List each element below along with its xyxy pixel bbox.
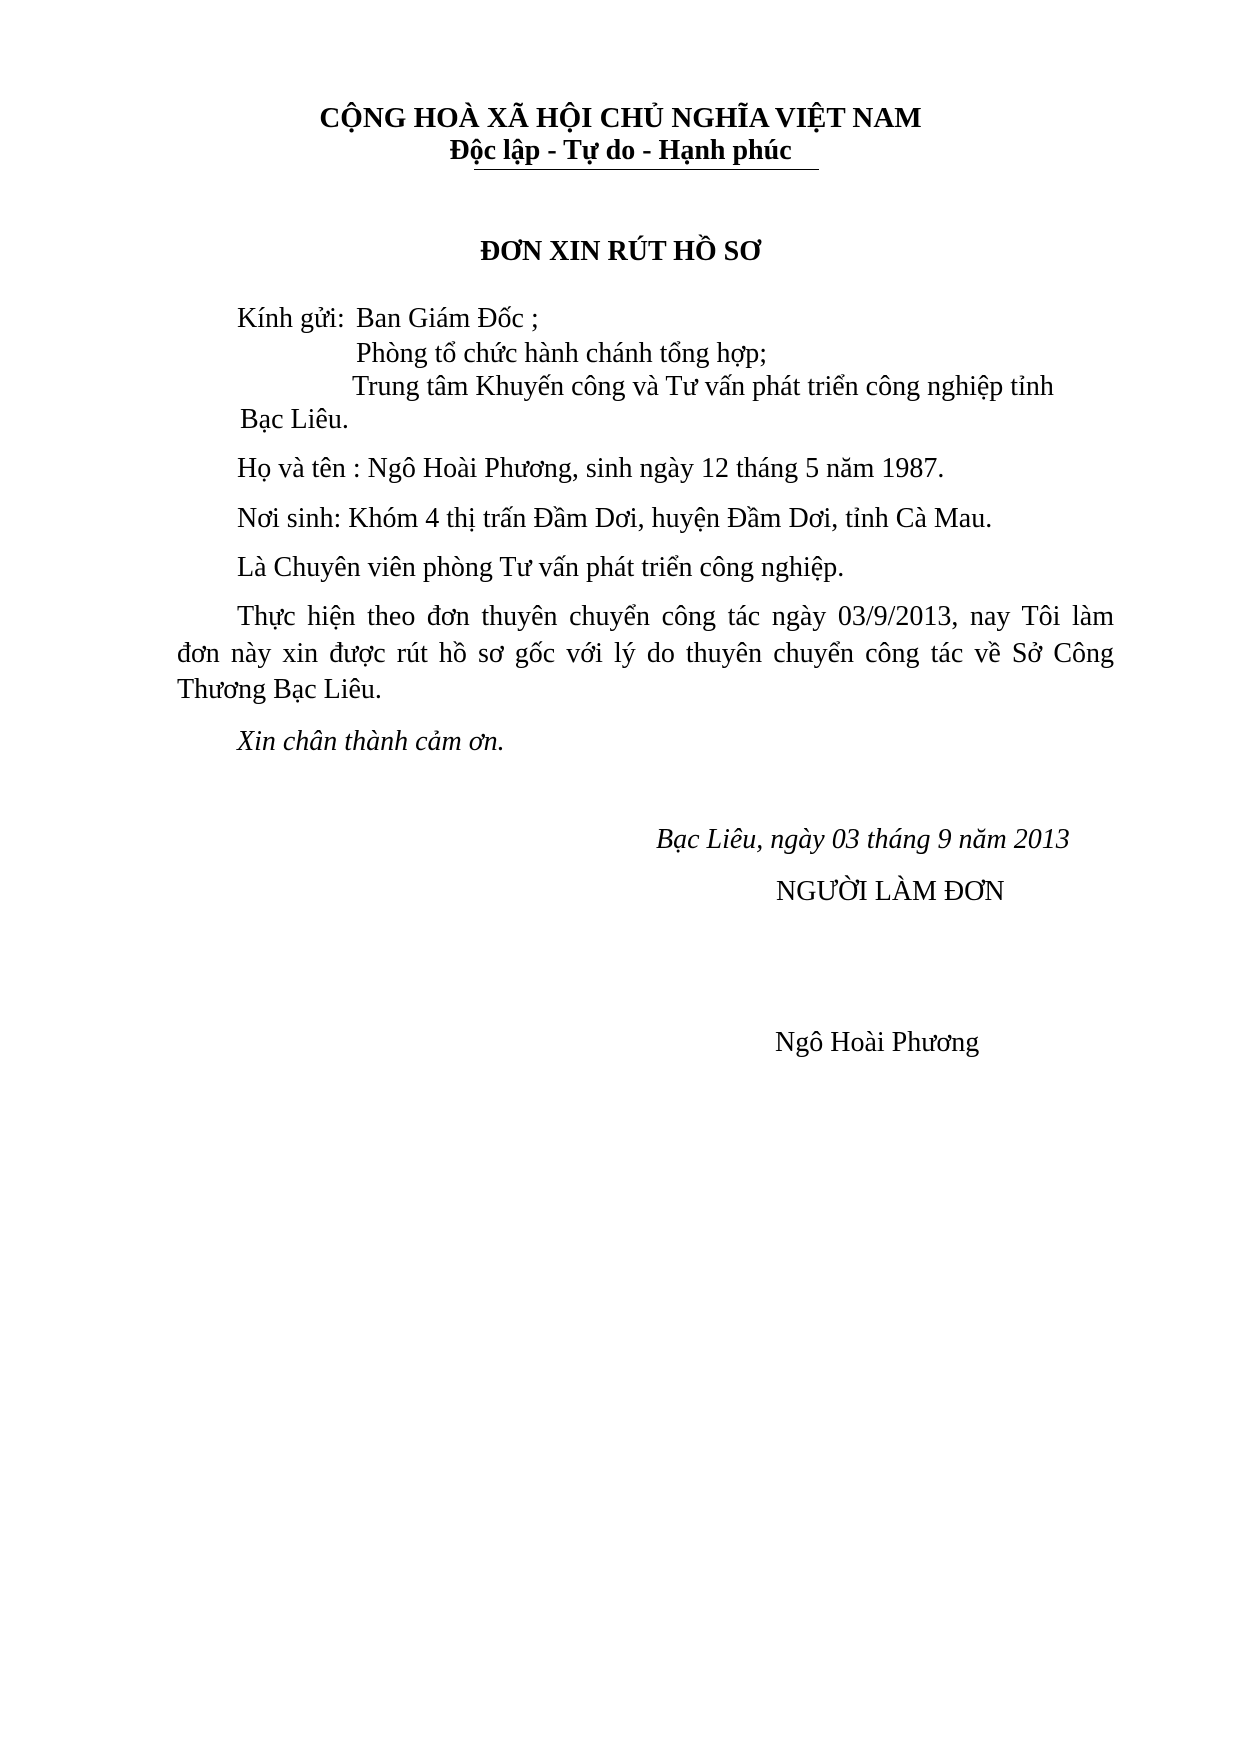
signer-name: Ngô Hoài Phương [775, 1027, 980, 1058]
name-line: Họ và tên : Ngô Hoài Phương, sinh ngày 12 tháng 5 năm 1987. [237, 453, 945, 484]
recipient-line-3: Trung tâm Khuyến công và Tư vấn phát triển công nghiệp tỉnh [352, 371, 1054, 402]
recipient-prefix: Kính gửi: [237, 303, 345, 334]
place-date: Bạc Liêu, ngày 03 tháng 9 năm 2013 [656, 824, 1070, 855]
recipient-line-4: Bạc Liêu. [240, 404, 349, 435]
nation-heading: CỘNG HOÀ XÃ HỘI CHỦ NGHĨA VIỆT NAM [319, 102, 922, 134]
recipient-line-1: Ban Giám Đốc ; [356, 303, 539, 334]
position-line: Là Chuyên viên phòng Tư vấn phát triển công nghiệp. [237, 552, 845, 583]
recipient-line-2: Phòng tổ chức hành chánh tổng hợp; [356, 338, 768, 369]
motto: Độc lập - Tự do - Hạnh phúc [449, 135, 792, 166]
birthplace-line: Nơi sinh: Khóm 4 thị trấn Đầm Dơi, huyện Đầm Dơi, tỉnh Cà Mau. [237, 503, 993, 534]
body-line-1: Thực hiện theo đơn thuyên chuyển công tác ngày 03/9/2013, nay Tôi làm [237, 601, 1114, 632]
motto-underline [474, 169, 819, 170]
signer-role: NGƯỜI LÀM ĐƠN [776, 876, 1005, 907]
document-title: ĐƠN XIN RÚT HỒ SƠ [479, 236, 762, 267]
body-line-2: đơn này xin được rút hồ sơ gốc với lý do thuyên chuyển công tác về Sở Công [177, 638, 1114, 669]
closing-thanks: Xin chân thành cảm ơn. [237, 726, 505, 757]
body-line-3: Thương Bạc Liêu. [177, 674, 382, 705]
